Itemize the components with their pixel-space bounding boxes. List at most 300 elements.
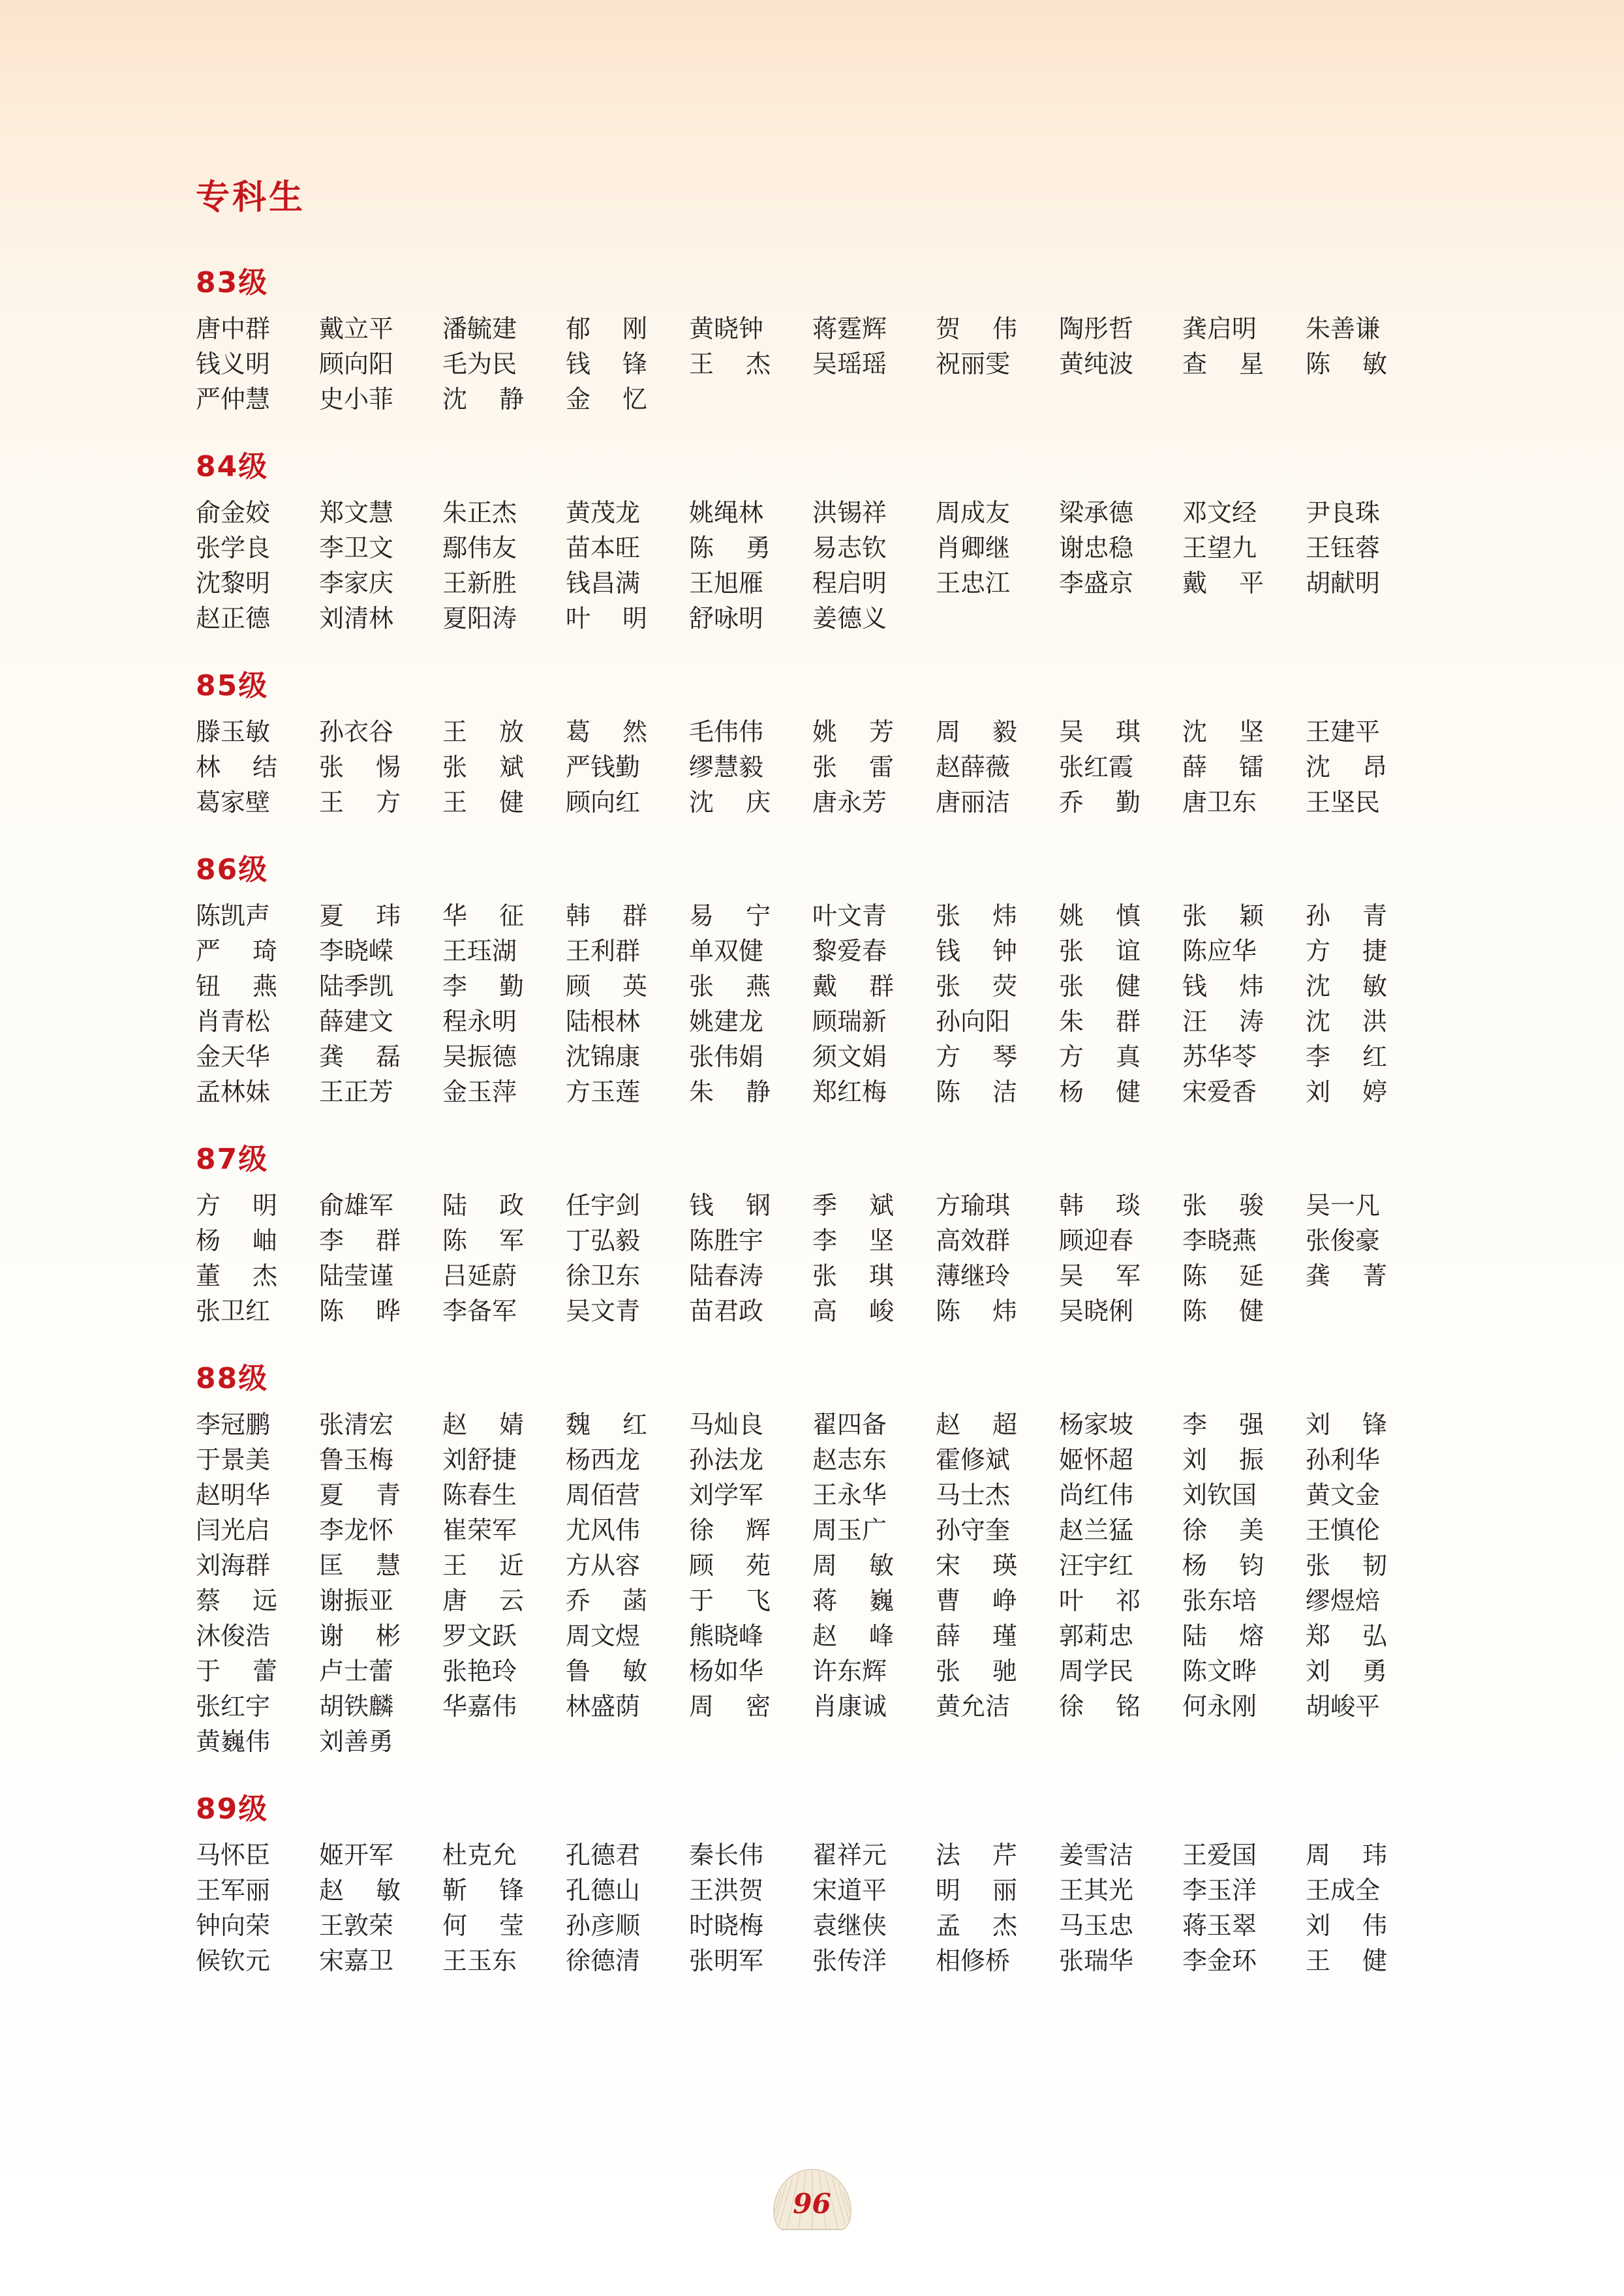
student-name [196,346,319,382]
student-name-text: 沈 坚 [1182,718,1264,746]
student-name [812,311,936,346]
student-name [812,530,936,566]
student-name [812,601,936,636]
student-name [566,1689,689,1724]
student-name-text: 叶文青 [812,901,887,930]
student-name [319,1837,442,1873]
section-title: 专科生 [196,178,306,217]
class-year-groups [196,259,1429,1978]
student-name [812,749,936,785]
student-name [936,382,1059,417]
student-name [1306,1258,1429,1293]
student-name-text: 陈应华 [1182,937,1257,965]
student-name [936,1039,1059,1074]
student-name-text: 胡峻平 [1306,1692,1381,1721]
student-name-text: 王玉东 [442,1946,517,1975]
student-name [1182,1004,1306,1039]
student-name [1059,1943,1182,1978]
student-name [1306,1837,1429,1873]
student-name-text: 宋 瑛 [936,1551,1017,1580]
student-name-text: 顾 苑 [689,1551,771,1580]
student-name [1182,1223,1306,1258]
student-name-text: 李晓燕 [1182,1226,1257,1255]
student-name-text: 顾迎春 [1059,1226,1134,1255]
student-name-text: 须文娟 [812,1042,887,1071]
student-name-text: 宋嘉卫 [319,1946,394,1975]
student-name-text: 沈锦康 [566,1042,641,1071]
student-name-text: 朱善谦 [1306,314,1381,343]
student-name-text: 吴一凡 [1306,1191,1381,1220]
student-name [1182,1943,1306,1978]
student-name [1306,311,1429,346]
student-name [1182,346,1306,382]
student-name-text: 马士杰 [936,1481,1011,1509]
student-name-text: 高 峻 [812,1297,894,1325]
student-name-text: 周 毅 [936,718,1017,746]
student-name-text: 郭莉忠 [1059,1622,1134,1650]
student-name [1059,382,1182,417]
student-name [689,1477,812,1513]
student-name [442,969,566,1004]
student-name-text: 刘 振 [1182,1445,1264,1474]
student-name [812,1548,936,1583]
student-name-text: 丁弘毅 [566,1226,641,1255]
name-grid [196,714,1429,820]
student-name [689,1943,812,1978]
student-name [196,749,319,785]
student-name [1306,1223,1429,1258]
student-name [196,1074,319,1110]
student-name-text: 严 琦 [196,937,277,965]
student-name-text: 徐德清 [566,1946,641,1975]
student-name-text: 相修桥 [936,1946,1011,1975]
student-name [1059,346,1182,382]
student-name [812,1442,936,1477]
student-name [936,749,1059,785]
student-name [196,311,319,346]
student-name-text: 时晓梅 [689,1911,764,1940]
student-name-text: 任宇剑 [566,1191,641,1220]
student-name-text: 华 征 [442,901,524,930]
student-name [1306,933,1429,969]
student-name [812,969,936,1004]
student-name-text: 易 宁 [689,901,771,930]
student-name [812,1689,936,1724]
student-name-text: 钱 钢 [689,1191,771,1220]
student-name [689,1039,812,1074]
student-name [689,1654,812,1689]
student-name-text: 韩 琰 [1059,1191,1141,1220]
student-name-text: 陈胜宇 [689,1226,764,1255]
student-name-text: 季 斌 [812,1191,894,1220]
student-name-text: 薛 镭 [1182,753,1264,781]
student-name [812,1188,936,1223]
student-name-text: 张 雷 [812,753,894,781]
student-name-text: 陈 军 [442,1226,524,1255]
student-name [936,1837,1059,1873]
student-name-text: 谢 彬 [319,1622,401,1650]
student-name [1182,311,1306,346]
student-name [689,898,812,933]
student-name [442,1074,566,1110]
student-name-text: 周 玮 [1306,1841,1387,1869]
student-name-text: 孙利华 [1306,1445,1381,1474]
student-name-text: 吴振德 [442,1042,517,1071]
student-name-text: 李 坚 [812,1226,894,1255]
student-name-text: 马玉忠 [1059,1911,1134,1940]
student-name-text: 杜克允 [442,1841,517,1869]
student-name [442,382,566,417]
student-name [442,1039,566,1074]
student-name-text: 李家庆 [319,569,394,597]
student-name-text: 薛建文 [319,1007,394,1036]
student-name [1059,898,1182,933]
student-name [319,898,442,933]
student-name [936,1074,1059,1110]
student-name [936,1188,1059,1223]
student-name-text: 孟林妹 [196,1078,271,1106]
student-name-text: 陈凯声 [196,901,271,930]
student-name [319,1548,442,1583]
student-name [1306,1943,1429,1978]
student-name [1182,1513,1306,1548]
student-name [812,1837,936,1873]
student-name [936,1407,1059,1442]
student-name-text: 候钦元 [196,1946,271,1975]
student-name-text: 胡铁麟 [319,1692,394,1721]
student-name-text: 黄巍伟 [196,1727,271,1756]
student-name [442,785,566,820]
student-name-text: 戴 平 [1182,569,1264,597]
student-name-text: 刘善勇 [319,1727,394,1756]
student-name [566,1548,689,1583]
student-name [812,933,936,969]
student-name [689,1583,812,1618]
student-name [196,1618,319,1654]
student-name [1182,1548,1306,1583]
student-name-text: 祝丽雯 [936,350,1011,378]
student-name-text: 董 杰 [196,1261,277,1290]
student-name [319,1039,442,1074]
student-name-text: 李晓嵘 [319,937,394,965]
student-name-text: 赵明华 [196,1481,271,1509]
student-name [1059,1477,1182,1513]
student-name-text: 王旭雁 [689,569,764,597]
student-name-text: 尹良珠 [1306,498,1381,527]
student-name-text: 姚 芳 [812,718,894,746]
student-name-text: 陶彤哲 [1059,314,1134,343]
student-name-text: 周成友 [936,498,1011,527]
class-year-group [196,259,1429,417]
student-name-text: 沈 庆 [689,788,771,817]
student-name [1306,1513,1429,1548]
student-name-text: 苏华苓 [1182,1042,1257,1071]
student-name-text: 张瑞华 [1059,1946,1134,1975]
student-name [689,1724,812,1759]
student-name [196,1442,319,1477]
student-name [319,1689,442,1724]
student-name-text: 孙向阳 [936,1007,1011,1036]
student-name-text: 夏 玮 [319,901,401,930]
student-name [319,1407,442,1442]
student-name [1182,1583,1306,1618]
student-name [566,311,689,346]
student-name-text: 陆 政 [442,1191,524,1220]
student-name [689,601,812,636]
student-name-text: 李卫文 [319,534,394,562]
student-name-text: 杨家坡 [1059,1410,1134,1439]
student-name [812,1293,936,1329]
student-name-text: 张 骏 [1182,1191,1264,1220]
student-name [936,1654,1059,1689]
student-name [812,1004,936,1039]
student-name [936,1004,1059,1039]
student-name-text: 叶 祁 [1059,1586,1141,1615]
student-name [936,530,1059,566]
student-name [319,495,442,530]
student-name [689,1513,812,1548]
student-name [689,495,812,530]
student-name [689,1689,812,1724]
student-name-text: 赵薛薇 [936,753,1011,781]
student-name [812,1039,936,1074]
student-name-text: 缪慧毅 [689,753,764,781]
student-name [196,1513,319,1548]
student-name [936,1583,1059,1618]
student-name [196,1548,319,1583]
student-name [936,311,1059,346]
student-name [1182,1442,1306,1477]
name-grid [196,1407,1429,1759]
student-name [1306,1407,1429,1442]
student-name-text: 方 真 [1059,1042,1141,1071]
student-name-text: 赵志东 [812,1445,887,1474]
student-name [319,1873,442,1908]
student-name-text: 张 韧 [1306,1551,1387,1580]
student-name-text: 徐卫东 [566,1261,641,1290]
student-name-text: 徐 美 [1182,1516,1264,1545]
student-name-text: 王 近 [442,1551,524,1580]
student-name [1182,1873,1306,1908]
student-name [566,1837,689,1873]
student-name-text: 孟 杰 [936,1911,1017,1940]
student-name-text: 吴文青 [566,1297,641,1325]
student-name-text: 杨 岫 [196,1226,277,1255]
student-name [689,530,812,566]
student-name [1182,1039,1306,1074]
student-name-text: 孙 青 [1306,901,1387,930]
student-name [442,714,566,749]
student-name [196,1477,319,1513]
student-name-text: 夏阳涛 [442,604,517,633]
student-name-text: 毛为民 [442,350,517,378]
student-name-text: 王 健 [1306,1946,1387,1975]
student-name-text: 于 蕾 [196,1657,277,1685]
student-name [1182,1407,1306,1442]
student-name-text: 孙法龙 [689,1445,764,1474]
student-name-text: 史小菲 [319,385,394,414]
student-name-text: 龚 磊 [319,1042,401,1071]
student-name [936,346,1059,382]
student-name [196,1654,319,1689]
student-name-text: 滕玉敏 [196,718,271,746]
student-name-text: 汪宇红 [1059,1551,1134,1580]
student-name [689,1908,812,1943]
student-name [1059,1039,1182,1074]
student-name [1059,1724,1182,1759]
student-name [196,1837,319,1873]
student-name [1059,785,1182,820]
student-name-text: 周学民 [1059,1657,1134,1685]
student-name [1059,749,1182,785]
student-name-text: 赵正德 [196,604,271,633]
student-name [936,1477,1059,1513]
student-name [566,1039,689,1074]
student-name [1306,1583,1429,1618]
student-name-text: 顾向红 [566,788,641,817]
student-name [689,1873,812,1908]
student-name-text: 宋道平 [812,1876,887,1905]
student-name [319,1908,442,1943]
student-name-text: 张 惕 [319,753,401,781]
student-name-text: 李 群 [319,1226,401,1255]
student-name [812,1258,936,1293]
student-name [936,1618,1059,1654]
student-name [1306,1004,1429,1039]
student-name-text: 周 敏 [812,1551,894,1580]
student-name [936,1943,1059,1978]
student-name-text: 罗文跃 [442,1622,517,1650]
student-name [319,714,442,749]
student-name [196,1293,319,1329]
student-name [689,1442,812,1477]
student-name-text: 钱昌满 [566,569,641,597]
student-name-text: 崔荣军 [442,1516,517,1545]
student-name-text: 王坚民 [1306,788,1381,817]
student-name-text: 王成全 [1306,1876,1381,1905]
student-name [442,1442,566,1477]
student-name-text: 姚绳林 [689,498,764,527]
student-name [689,933,812,969]
student-name-text: 鲁玉梅 [319,1445,394,1474]
student-name [1306,1442,1429,1477]
student-name-text: 龚 菁 [1306,1261,1387,1290]
student-name-text: 吴 军 [1059,1261,1141,1290]
student-name-text: 赵 敏 [319,1876,401,1905]
student-name-text: 胡献明 [1306,569,1381,597]
student-name [196,933,319,969]
student-name [196,495,319,530]
student-name [812,566,936,601]
student-name-text: 王 放 [442,718,524,746]
student-name-text: 顾向阳 [319,350,394,378]
student-name-text: 姬开军 [319,1841,394,1869]
student-name-text: 戴立平 [319,314,394,343]
student-name-text: 王正芳 [319,1078,394,1106]
student-name-text: 许东辉 [812,1657,887,1685]
student-name-text: 张 燕 [689,972,771,1001]
student-name-text: 张清宏 [319,1410,394,1439]
student-name [319,566,442,601]
student-name-text: 舒咏明 [689,604,764,633]
student-name-text: 沈 静 [442,385,524,414]
student-name-text: 单双健 [689,937,764,965]
student-name-text: 张 驰 [936,1657,1017,1685]
student-name-text: 唐卫东 [1182,788,1257,817]
student-name [442,1004,566,1039]
student-name-text: 谢振亚 [319,1586,394,1615]
student-name [1306,1188,1429,1223]
student-name-text: 袁继侠 [812,1911,887,1940]
student-name [442,1724,566,1759]
student-name-text: 苗君政 [689,1297,764,1325]
class-year-title: 88级 [196,1362,269,1395]
page-footer [0,2166,1624,2233]
student-name-text: 陆 熔 [1182,1622,1264,1650]
student-name-text: 王 健 [442,788,524,817]
student-name-text: 张 谊 [1059,937,1141,965]
student-name-text: 葛 然 [566,718,647,746]
student-name-text: 蒋霆辉 [812,314,887,343]
student-name [319,969,442,1004]
student-name-text: 贺 伟 [936,314,1017,343]
student-name [1306,1618,1429,1654]
student-name-text: 程启明 [812,569,887,597]
student-name-text: 马灿良 [689,1410,764,1439]
student-name-text: 俞雄军 [319,1191,394,1220]
student-name [1306,1074,1429,1110]
student-name-text: 吴晓俐 [1059,1297,1134,1325]
student-name-text: 张 颖 [1182,901,1264,930]
student-name [812,1908,936,1943]
student-name [1182,382,1306,417]
student-name [566,933,689,969]
student-name-text: 林盛荫 [566,1692,641,1721]
student-name [1182,1618,1306,1654]
student-name [1059,311,1182,346]
student-name-text: 刘 婷 [1306,1078,1387,1106]
student-name-text: 方 捷 [1306,937,1387,965]
student-name [812,382,936,417]
student-name [196,1724,319,1759]
student-name-text: 钱 钟 [936,937,1017,965]
student-name [319,1618,442,1654]
class-year-title: 84级 [196,450,269,483]
student-name-text: 陈 敏 [1306,350,1387,378]
student-name [1306,1724,1429,1759]
student-name [196,1407,319,1442]
student-name-text: 张 炜 [936,901,1017,930]
student-name-text: 邓文经 [1182,498,1257,527]
student-name-text: 王洪贺 [689,1876,764,1905]
student-name [812,1724,936,1759]
student-name [442,346,566,382]
student-name-text: 闫光启 [196,1516,271,1545]
student-name [566,1004,689,1039]
student-name-text: 李冠鹏 [196,1410,271,1439]
student-name-text: 林 结 [196,753,277,781]
student-name [1306,1908,1429,1943]
student-name-text: 严钱勤 [566,753,641,781]
student-name [196,1908,319,1943]
student-name [566,566,689,601]
student-name [812,1943,936,1978]
student-name [936,1293,1059,1329]
student-name-text: 周佰营 [566,1481,641,1509]
student-name [566,1293,689,1329]
student-name [442,601,566,636]
student-name-text: 鲁 敏 [566,1657,647,1685]
